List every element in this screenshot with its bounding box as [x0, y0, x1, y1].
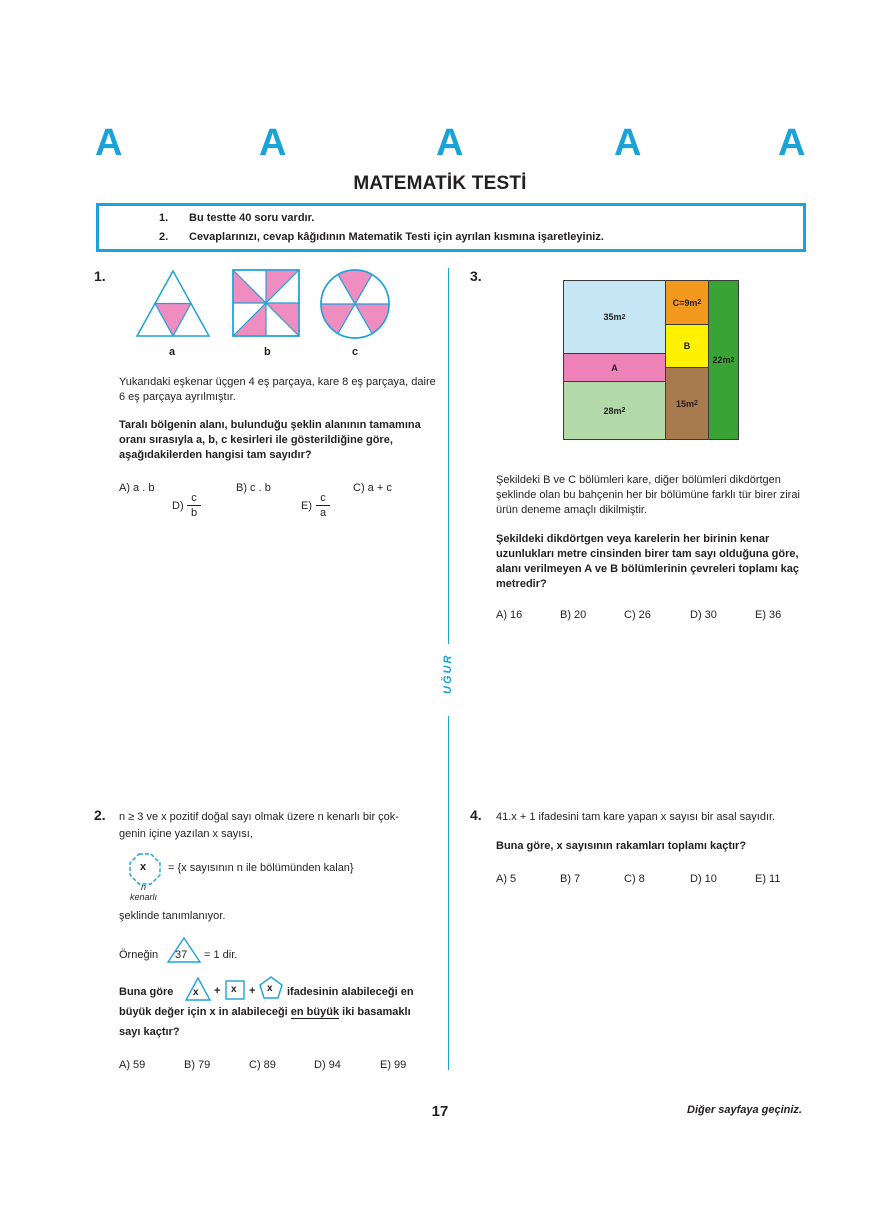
option-e[interactable]: E) 99	[380, 1059, 407, 1071]
def-kenarli: kenarlı	[130, 892, 158, 902]
page-number: 17	[431, 1103, 449, 1120]
option-d-fraction: c b	[187, 492, 201, 519]
question-number: 1.	[94, 268, 106, 284]
q3-question: Şekildeki dikdörtgen veya karelerin her birinin kenar uzunlukları metre cinsinden birer tam sayı olduğuna göre, alanı verilmeyen A ve B bölümlerinin çevreleri toplamı kaç metredir?	[496, 533, 800, 590]
question-number: 3.	[470, 268, 482, 284]
option-b[interactable]: B) c . b	[236, 482, 271, 494]
option-c[interactable]: C) 89	[249, 1059, 276, 1071]
question-number: 4.	[470, 807, 482, 823]
shape-x: x	[231, 984, 237, 995]
figure-label-c: c	[352, 346, 359, 358]
option-e-fraction: c a	[316, 492, 330, 519]
option-e[interactable]: E) 36	[755, 609, 782, 621]
q2-question-suffix: ifadesinin alabileceği en	[287, 986, 414, 998]
column-divider	[448, 268, 449, 644]
option-d[interactable]: D) 94	[314, 1059, 341, 1071]
instructions-box	[96, 203, 806, 252]
plus-sign: +	[214, 985, 221, 997]
option-a[interactable]: A) a . b	[119, 482, 155, 494]
area-15: 15m 2	[665, 367, 709, 440]
booklet-letter: A	[436, 122, 464, 164]
square-figure	[233, 270, 299, 336]
side-logo: UĞUR	[442, 653, 454, 694]
question-number: 2.	[94, 807, 106, 823]
q1-description: Yukarıdaki eşkenar üçgen 4 eş parçaya, kare 8 eş parçaya, daire 6 eş parçaya ayrılmıştır.	[119, 376, 436, 403]
circle-figure	[321, 270, 389, 338]
def-x: x	[140, 861, 147, 873]
figure-label-a: a	[169, 346, 176, 358]
option-d[interactable]: D) 30	[690, 609, 717, 621]
area-35: 35m 2	[563, 280, 666, 354]
option-c[interactable]: C) 26	[624, 609, 651, 621]
figure-label-b: b	[264, 346, 271, 358]
q2-definition: = {x sayısının n ile bölümünden kalan}	[168, 862, 354, 874]
q4-text: 41.x + 1 ifadesini tam kare yapan x sayısı bir asal sayıdır.	[496, 811, 776, 823]
q2-line1: n ≥ 3 ve x pozitif doğal sayı olmak üzere n kenarlı bir çok-	[119, 811, 399, 823]
option-c[interactable]: C) 8	[624, 873, 645, 885]
example-value: 37	[175, 949, 188, 961]
triangle-figure	[137, 271, 209, 336]
instruction-item: 1. Bu testte 40 soru vardır.	[159, 212, 315, 224]
option-d[interactable]: D) 10	[690, 873, 717, 885]
option-c[interactable]: C) a + c	[353, 482, 392, 494]
option-b[interactable]: B) 7	[560, 873, 581, 885]
option-a[interactable]: A) 59	[119, 1059, 146, 1071]
q2-example-suffix: = 1 dir.	[204, 949, 238, 961]
q2-question-line3: sayı kaçtır?	[119, 1026, 180, 1038]
area-28: 28m 2	[563, 381, 666, 440]
column-divider	[448, 716, 449, 1070]
q2-line2: genin içine yazılan x sayısı,	[119, 828, 253, 840]
area-22: 22m 2	[708, 280, 739, 440]
option-e[interactable]: E) 11	[755, 873, 781, 885]
option-e-prefix[interactable]: E)	[301, 500, 312, 512]
def-n: n	[141, 882, 147, 892]
area-a: A	[563, 353, 666, 382]
booklet-letter: A	[614, 122, 642, 164]
option-b[interactable]: B) 20	[560, 609, 587, 621]
plus-sign: +	[249, 985, 256, 997]
q1-question: Taralı bölgenin alanı, bulunduğu şeklin alanının tamamına oranı sırasıyla a, b, c kesirleri ile gösterildiğine göre, aşağıdakilerden hangisi tam sayıdır?	[119, 419, 421, 461]
page-title: MATEMATİK TESTİ	[353, 173, 527, 194]
instruction-item: 2. Cevaplarınızı, cevap kâğıdının Matematik Testi için ayrılan kısmına işaretleyiniz.	[159, 231, 604, 243]
q2-defined: şeklinde tanımlanıyor.	[119, 910, 226, 922]
shape-x: x	[267, 983, 273, 994]
q1-figures	[135, 268, 395, 340]
area-c: C=9m 2	[665, 280, 709, 325]
area-b: B	[665, 324, 709, 368]
booklet-letter: A	[259, 122, 287, 164]
shape-x: x	[193, 987, 199, 998]
booklet-letter: A	[95, 122, 123, 164]
q4-question: Buna göre, x sayısının rakamları toplamı kaçtır?	[496, 840, 747, 852]
next-page-note: Diğer sayfaya geçiniz.	[687, 1104, 802, 1116]
option-b[interactable]: B) 79	[184, 1059, 211, 1071]
option-a[interactable]: A) 5	[496, 873, 517, 885]
garden-figure	[563, 280, 739, 440]
q3-description: Şekildeki B ve C bölümleri kare, diğer bölümleri dikdörtgen şeklinde olan bu bahçenin her bir bölümüne farklı tür birer zirai ürün deneme amaçlı dikilmiştir.	[496, 474, 800, 516]
q2-question-prefix: Buna göre	[119, 986, 174, 998]
booklet-letter: A	[778, 122, 806, 164]
q2-example-prefix: Örneğin	[119, 949, 159, 961]
q2-question-line2: büyük değer için x in alabileceği en büyük iki basamaklı	[119, 1006, 411, 1018]
option-a[interactable]: A) 16	[496, 609, 523, 621]
option-d-prefix[interactable]: D)	[172, 500, 184, 512]
